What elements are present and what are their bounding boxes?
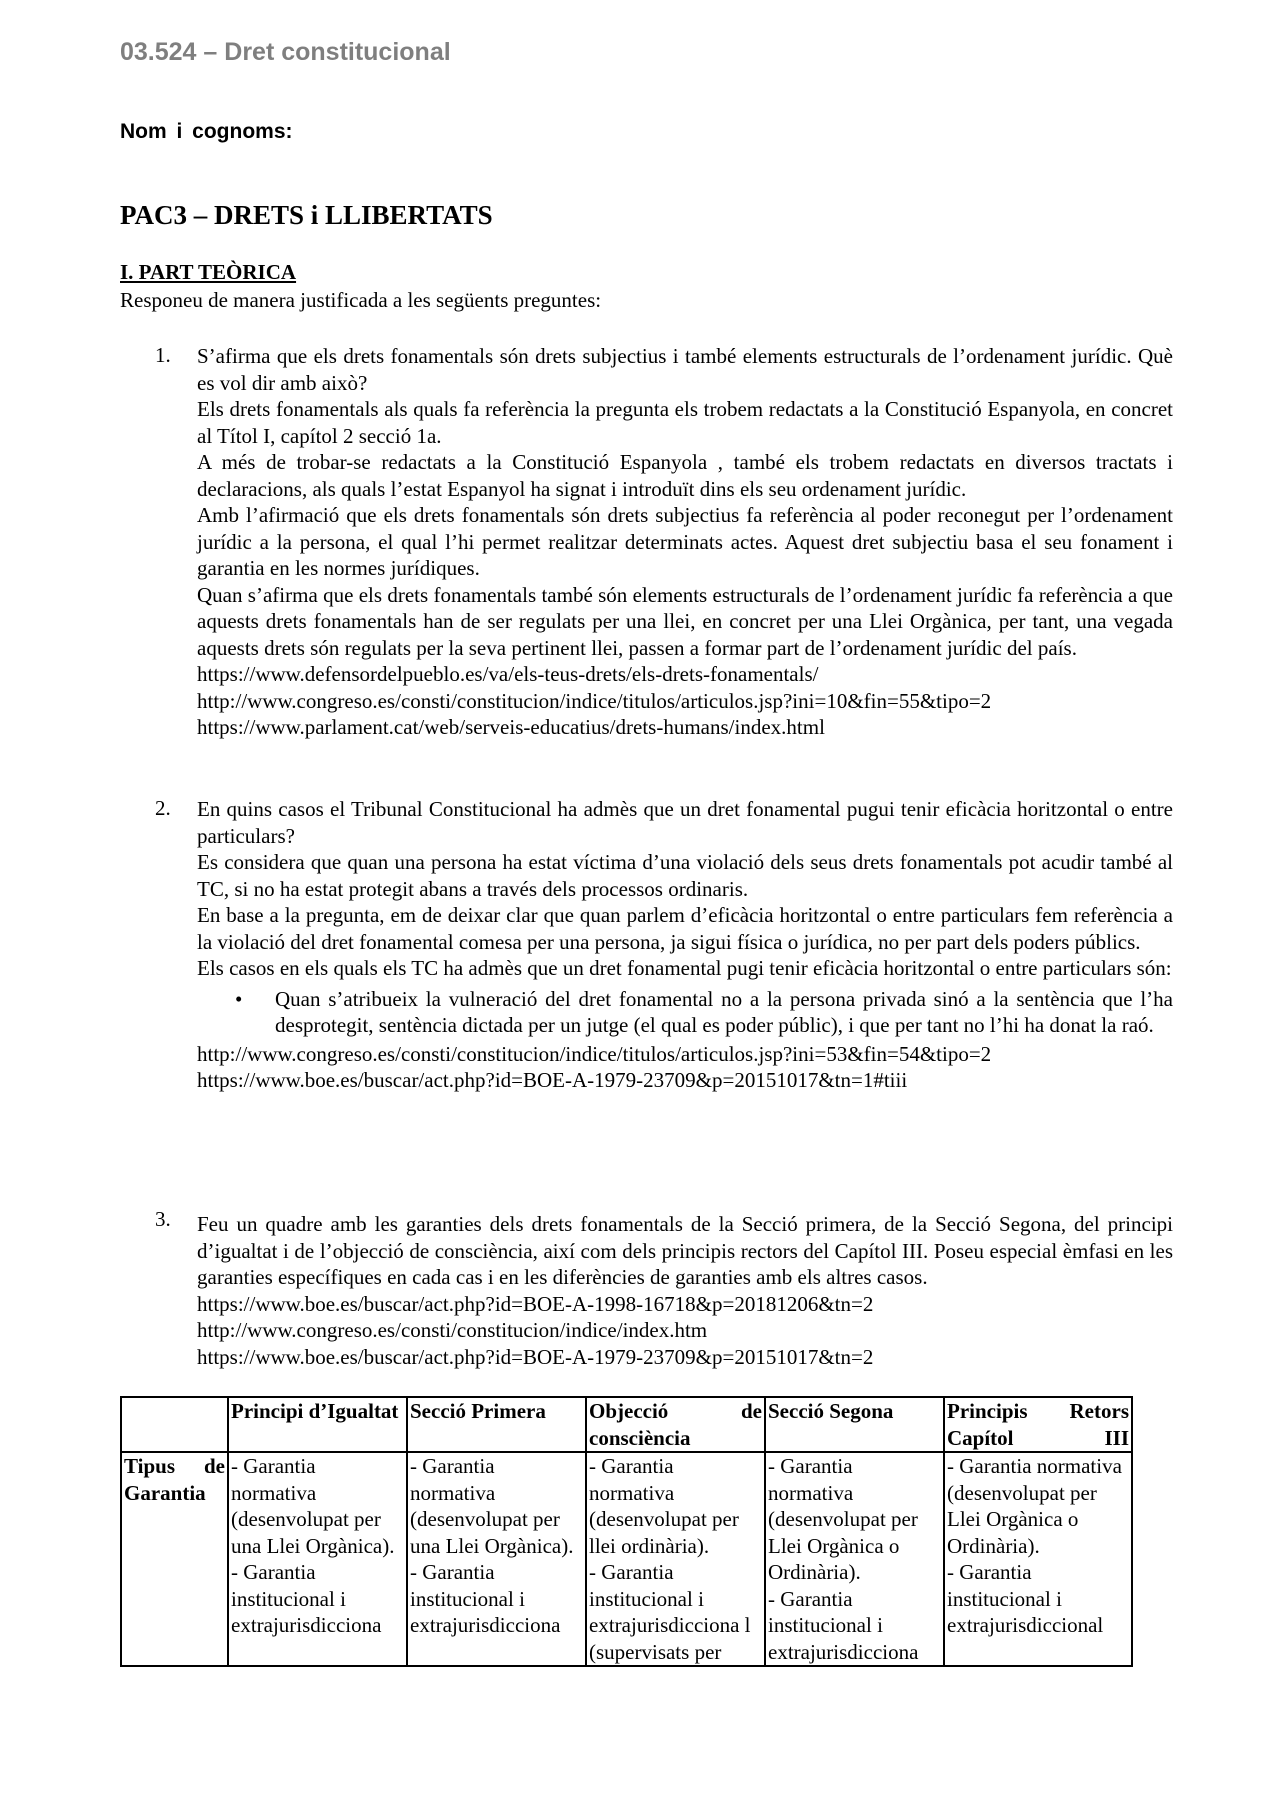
section-heading: I. PART TEÒRICA: [120, 260, 297, 284]
table-header-row: [121, 1397, 1132, 1452]
table-cell-text: - Garantia normativa (desenvolupat per una Llei Orgànica). - Garantia institucional i extrajurisdicciona: [231, 1454, 395, 1637]
table-header-cell: Objecció de consciència: [586, 1397, 765, 1452]
reference-link[interactable]: https://www.boe.es/buscar/act.php?id=BOE-A-1979-23709&p=20151017&tn=1#tiii: [197, 1068, 908, 1092]
reference-link[interactable]: https://www.boe.es/buscar/act.php?id=BOE-A-1998-16718&p=20181206&tn=2: [197, 1291, 874, 1316]
table-header-cell: Secció Segona: [765, 1397, 944, 1452]
table-header-cell: Principi d’Igualtat: [228, 1397, 407, 1452]
question-3-text: Feu un quadre amb les garanties dels drets fonamentals de la Secció primera, de la Secció Segona, del principi d’igualtat i de l’objecció de consciència, així com dels principis rectors del Capítol III. Poseu especial èmfasi en les garanties específiques en cada cas i en les diferències de garanties amb els altres casos.: [197, 1212, 1173, 1289]
answer-1-paragraph: A més de trobar-se redactats a la Constitució Espanyola , també els trobem redactats en diversos tractats i declaracions, als quals l’estat Espanyol ha signat i introduït dins els seu ordenament jurídic.: [197, 450, 1173, 501]
course-title: 03.524 – Dret constitucional: [120, 38, 451, 66]
table-cell-text: - Garantia normativa (desenvolupat per Llei Orgànica o Ordinària). - Garantia institucional i extrajurisdiccional: [947, 1454, 1122, 1637]
table-cell-text: - Garantia normativa (desenvolupat per Llei Orgànica o Ordinària). - Garantia institucional i extrajurisdicciona: [768, 1454, 919, 1664]
reference-link[interactable]: https://www.parlament.cat/web/serveis-educatius/drets-humans/index.html: [197, 715, 825, 739]
question-2-number: 2.: [155, 796, 171, 820]
table-row: [121, 1452, 1132, 1666]
table-cell: [407, 1452, 586, 1666]
table-cell: [586, 1452, 765, 1666]
table-header-cell: Principis Retors Capítol III: [944, 1397, 1132, 1452]
bullet-item: [197, 986, 1173, 1039]
table-row-label: Tipus de Garantia: [121, 1452, 228, 1666]
answer-1-paragraph: Quan s’afirma que els drets fonamentals també són elements estructurals de l’ordenament jurídic fa referència a que aquests drets fonamentals han de ser regulats per una llei, en concret per una Llei Orgànica, per tant, una vegada aquests drets són regulats per la seva pertinent llei, passen a formar part de l’ordenament jurídic del país.: [197, 582, 1173, 660]
question-2-block: [197, 796, 1173, 1094]
name-label: Nom i cognoms:: [120, 120, 293, 143]
bullet-icon: •: [235, 986, 243, 1011]
answer-2-paragraph: Es considera que quan una persona ha estat víctima d’una violació dels seus drets fonamentals pot acudir també al TC, si no ha estat protegit abans a través dels processos ordinaris.: [197, 850, 1173, 901]
answer-2-paragraph: En base a la pregunta, em de deixar clar que quan parlem d’eficàcia horitzontal o entre particulars fem referència a la violació del dret fonamental comesa per una persona, ja sigui física o jurídica, no per part dels poders públics.: [197, 903, 1173, 954]
table-cell-text: - Garantia normativa (desenvolupat per llei ordinària). - Garantia institucional i extrajurisdicciona l (supervisats per: [589, 1454, 751, 1664]
assignment-title: PAC3 – DRETS i LLIBERTATS: [120, 200, 493, 230]
answer-1-paragraph: Amb l’afirmació que els drets fonamentals són drets subjectius fa referència al poder reconegut per l’ordenament jurídic a la persona, el qual l’hi permet realitzar determinats actes. Aquest dret subjectiu basa el seu fonament i garantia en les normes jurídiques.: [197, 503, 1173, 580]
question-1-text: S’afirma que els drets fonamentals són drets subjectius i també elements estructurals de l’ordenament jurídic. Què es vol dir amb això?: [197, 344, 1173, 395]
table-cell-text: - Garantia normativa (desenvolupat per una Llei Orgànica). - Garantia institucional i extrajurisdicciona: [410, 1454, 574, 1637]
reference-link[interactable]: https://www.boe.es/buscar/act.php?id=BOE-A-1979-23709&p=20151017&tn=2: [197, 1344, 874, 1369]
answer-2-paragraph: Els casos en els quals els TC ha admès que un dret fonamental pugi tenir eficàcia horitzontal o entre particulars són:: [197, 956, 1172, 980]
table-cell: [765, 1452, 944, 1666]
reference-link[interactable]: https://www.defensordelpueblo.es/va/els-teus-drets/els-drets-fonamentals/: [197, 662, 819, 686]
question-1-block: [197, 343, 1173, 741]
reference-link[interactable]: http://www.congreso.es/consti/constitucion/indice/titulos/articulos.jsp?ini=10&fin=55&tipo=2: [197, 688, 992, 713]
table-header-cell: [121, 1397, 228, 1452]
table-cell: [228, 1452, 407, 1666]
table-header-cell: Secció Primera: [407, 1397, 586, 1452]
question-1-number: 1.: [155, 343, 171, 367]
answer-1-paragraph: Els drets fonamentals als quals fa referència la pregunta els trobem redactats a la Constitució Espanyola, en concret al Títol I, capítol 2 secció 1a.: [197, 397, 1173, 448]
table-cell: [944, 1452, 1132, 1666]
reference-link[interactable]: http://www.congreso.es/consti/constitucion/indice/titulos/articulos.jsp?ini=53&fin=54&tipo=2: [197, 1041, 992, 1066]
bullet-text: Quan s’atribueix la vulneració del dret fonamental no a la persona privada sinó a la sentència que l’ha desprotegit, sentència dictada per un jutge (el qual es poder públic), i que per tant no l’hi ha donat la raó.: [275, 986, 1173, 1037]
section-intro: Responeu de manera justificada a les següents preguntes:: [120, 288, 602, 312]
guarantees-table: [120, 1396, 1133, 1667]
question-3-block: [197, 1211, 1173, 1370]
reference-link[interactable]: http://www.congreso.es/consti/constitucion/indice/index.htm: [197, 1318, 708, 1342]
question-2-text: En quins casos el Tribunal Constitucional ha admès que un dret fonamental pugui tenir eficàcia horitzontal o entre particulars?: [197, 797, 1173, 848]
question-3-number: 3.: [155, 1207, 171, 1231]
